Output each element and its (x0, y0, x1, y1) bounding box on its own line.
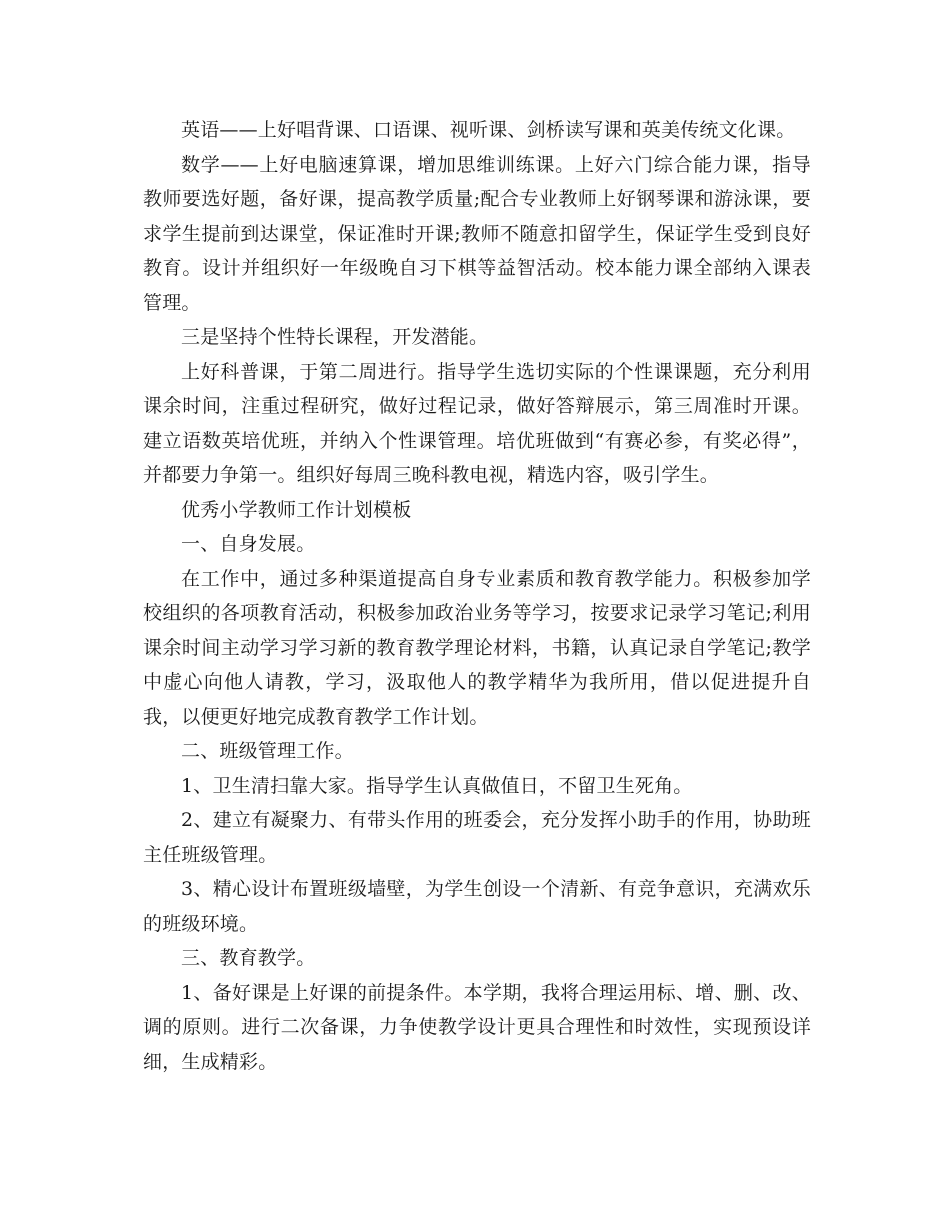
document-body (143, 113, 811, 1079)
heading-self-development: 一、自身发展。 (181, 533, 316, 555)
paragraph-english-course: 英语——上好唱背课、口语课、视听课、剑桥读写课和英美传统文化课。 (181, 119, 796, 141)
list-item-class-committee: 2、建立有凝聚力、有带头作用的班委会，充分发挥小助手的作用，协助班主任班级管理。 (143, 809, 811, 866)
heading-class-management: 二、班级管理工作。 (181, 740, 354, 762)
paragraph-math-course: 数学——上好电脑速算课，增加思维训练课。上好六门综合能力课，指导教师要选好题，备好课，提高教学质量;配合专业教师上好钢琴课和游泳课，要求学生提前到达课堂，保证准时开课;教师不随意扣留学生，保证学生受到良好教育。设计并组织好一年级晚自习下棋等益智活动。校本能力课全部纳入课表管理。 (143, 153, 811, 314)
list-item-class-wall: 3、精心设计布置班级墙壁，为学生创设一个清新、有竞争意识，充满欢乐的班级环境。 (143, 878, 811, 935)
section-title: 优秀小学教师工作计划模板 (181, 498, 412, 521)
paragraph-self-development: 在工作中，通过多种渠道提高自身专业素质和教育教学能力。积极参加学校组织的各项教育活动，积极参加政治业务等学习，按要求记录学习笔记;利用课余时间主动学习学习新的教育教学理论材料，书籍，认真记录自学笔记;教学中虚心向他人请教，学习，汲取他人的教学精华为我所用，借以促进提升自我，以便更好地完成教育教学工作计划。 (143, 567, 811, 728)
list-item-lesson-prep: 1、备好课是上好课的前提条件。本学期，我将合理运用标、增、删、改、调的原则。进行二次备课，力争使教学设计更具合理性和时效性，实现预设详细，生成精彩。 (143, 981, 811, 1073)
paragraph-specialty-course: 三是坚持个性特长课程，开发潜能。 (181, 326, 489, 348)
list-item-hygiene: 1、卫生清扫靠大家。指导学生认真做值日，不留卫生死角。 (181, 774, 693, 797)
heading-teaching: 三、教育教学。 (181, 947, 316, 969)
paragraph-science-course: 上好科普课，于第二周进行。指导学生选切实际的个性课课题，充分利用课余时间，注重过程研究，做好过程记录，做好答辩展示，第三周准时开课。建立语数英培优班，并纳入个性课管理。培优班做到“有赛必参，有奖必得”，并都要力争第一。组织好每周三晚科教电视，精选内容，吸引学生。 (143, 360, 811, 486)
